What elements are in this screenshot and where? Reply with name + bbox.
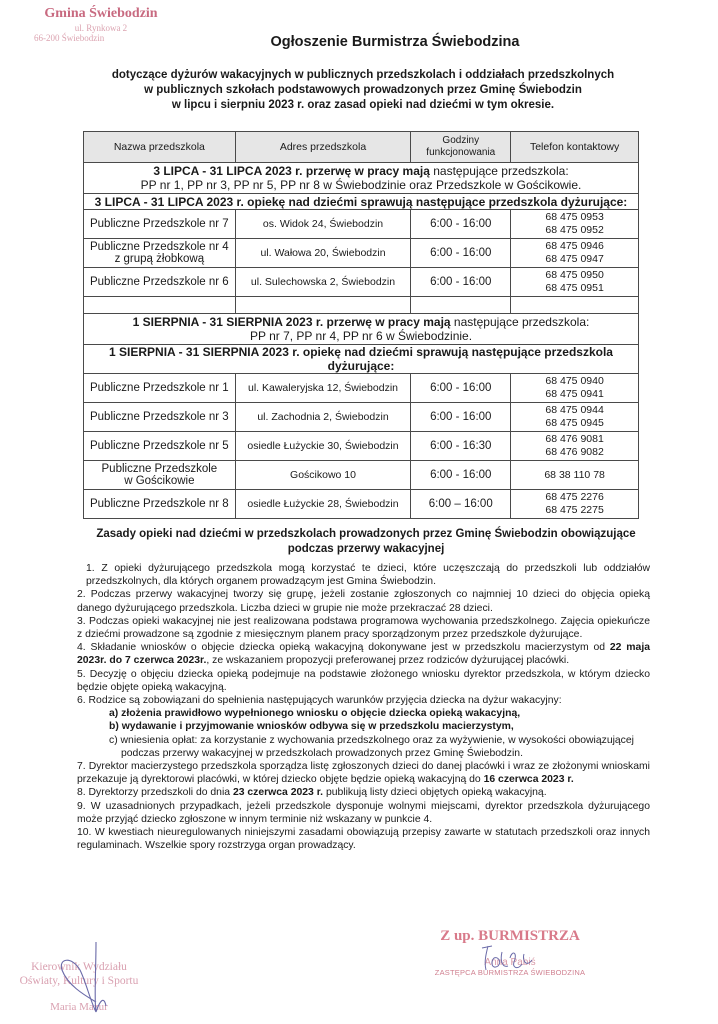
rule-7-date: 16 czerwca 2023 r. <box>483 774 574 786</box>
preschool-address: os. Widok 24, Świebodzin <box>235 210 411 239</box>
header-address: Adres przedszkola <box>235 132 411 163</box>
rule-3: 3. Podczas opieki wakacyjnej nie jest realizowana podstawa programowa wychowania przedszkolnego. Zajęcia opiekuńcze z dziećmi prowadzone są zgodnie z miesięcznym planem pracy sporządzonym przez przedszkole dyżurujące. <box>77 615 650 641</box>
table-row <box>84 490 639 519</box>
subtitle-line-2: w publicznych szkołach podstawowych prowadzonych przez Gminę Świebodzin <box>144 84 582 96</box>
preschool-address: ul. Kawaleryjska 12, Świebodzin <box>235 374 411 403</box>
rules-title <box>0 527 718 557</box>
preschool-name <box>84 239 236 268</box>
rule-6a: a) złożenia prawidłowo wypełnionego wniosku o objęcie dziecka opieką wakacyjną, <box>109 708 521 720</box>
preschool-hours: 6:00 - 16:00 <box>411 403 511 432</box>
preschool-name-line-1: Publiczne Przedszkole nr 4 <box>89 241 229 253</box>
phone-1: 68 475 0940 <box>545 375 604 387</box>
table-row <box>84 403 639 432</box>
rule-6b: b) wydawanie i przyjmowanie wniosków odbywa się w przedszkolu macierzystym, <box>109 721 514 733</box>
table-row <box>84 268 639 297</box>
handwritten-signature-icon <box>478 940 538 976</box>
preschool-hours: 6:00 - 16:00 <box>411 461 511 490</box>
preschool-address: Gościkowo 10 <box>235 461 411 490</box>
phone-2: 68 475 0947 <box>545 253 604 265</box>
august-duty-heading <box>84 345 639 374</box>
header-hours <box>411 132 511 163</box>
stamp-line-3: 66-200 Świebodzin <box>34 33 105 43</box>
rule-5: 5. Decyzję o objęciu dziecka opieką podejmuje na podstawie złożonego wniosku dyrektor przedszkola, w którym dziecko będzie objęte opieką wakacyjną. <box>77 668 650 693</box>
preschool-hours: 6:00 - 16:00 <box>411 268 511 297</box>
phone-2: 68 476 9082 <box>545 446 604 458</box>
table-row <box>84 374 639 403</box>
preschool-phone <box>511 210 639 239</box>
empty-row <box>84 297 639 314</box>
preschool-name: Publiczne Przedszkole nr 3 <box>84 403 236 432</box>
preschool-address: ul. Zachodnia 2, Świebodzin <box>235 403 411 432</box>
table-row <box>84 239 639 268</box>
july-closed-notice <box>84 163 639 194</box>
preschool-name <box>84 461 236 490</box>
header-hours-line-1: Godziny <box>442 135 480 146</box>
preschool-name: Publiczne Przedszkole nr 7 <box>84 210 236 239</box>
preschool-hours: 6:00 – 16:00 <box>411 490 511 519</box>
phone-1: 68 475 0950 <box>545 269 604 281</box>
phone-1: 68 475 0953 <box>545 211 604 223</box>
rule-8-date: 23 czerwca 2023 r. <box>232 787 324 799</box>
preschool-name-line-2: w Gościkowie <box>124 475 195 487</box>
rule-9: 9. W uzasadnionych przypadkach, jeżeli przedszkole dysponuje wolnymi miejscami, dyrektor przedszkola dyżurującego może przyjąć dziecko zgłoszone w innym terminie niż wskazany w punkcie 4. <box>77 800 650 825</box>
header-hours-line-2: funkcjonowania <box>426 147 496 158</box>
preschool-phone <box>511 239 639 268</box>
on-behalf-label: Z up. BURMISTRZA <box>440 928 580 944</box>
august-closed-rest: następujące przedszkola: <box>450 315 590 329</box>
august-duty-heading-text: 1 SIERPNIA - 31 SIERPNIA 2023 r. opiekę nad dziećmi sprawują następujące przedszkola dyżurujące: <box>84 345 639 374</box>
rule-6c-cont: podczas przerwy wakacyjnej w przedszkolach prowadzonych przez Gminę Świebodzin. <box>121 747 523 759</box>
department-head-name: Maria Mazur <box>50 1001 108 1013</box>
subtitle-line-1: dotyczące dyżurów wakacyjnych w publicznych przedszkolach i oddziałach przedszkolnych <box>111 69 615 81</box>
phone-2: 68 475 2275 <box>545 504 604 516</box>
rule-6: 6. Rodzice są zobowiązani do spełnienia następujących warunków przyjęcia dziecka na dyżur wakacyjny: <box>77 695 562 707</box>
department-line-1: Kierownik Wydziału <box>31 961 127 973</box>
phone-2: 68 475 0951 <box>545 282 604 294</box>
table-row <box>84 210 639 239</box>
july-closed-rest: następujące przedszkola: <box>429 164 569 178</box>
rules-list <box>77 562 650 852</box>
preschool-address: ul. Sulechowska 2, Świebodzin <box>235 268 411 297</box>
august-closed-bold: 1 SIERPNIA - 31 SIERPNIA 2023 r. przerwę w pracy mają <box>132 315 451 329</box>
stamp-line-2: ul. Rynkowa 2 <box>74 23 128 33</box>
page-title: Ogłoszenie Burmistrza Świebodzina <box>270 34 520 50</box>
subtitle-line-3: w lipcu i sierpniu 2023 r. oraz zasad opieki nad dziećmi w tym okresie. <box>171 99 555 111</box>
table-row <box>84 461 639 490</box>
header-phone: Telefon kontaktowy <box>511 132 639 163</box>
preschool-phone <box>511 268 639 297</box>
signer-role: ZASTĘPCA BURMISTRZA ŚWIEBODZINA <box>434 968 586 977</box>
rule-7: 7. Dyrektor macierzystego przedszkola sporządza listę zgłoszonych dzieci do danej placówki i wraz ze złożonymi wnioskami przekazuje ją dyrektorowi placówki, w której dziecko objęte będzie opieką wakacyjną do 16 czerwca 2023 r. <box>77 761 650 786</box>
phone-1: 68 475 2276 <box>545 491 604 503</box>
phone-1: 68 475 0944 <box>545 404 604 416</box>
rule-8: 8. Dyrektorzy przedszkoli do dnia 23 czerwca 2023 r. publikują listy dzieci objętych opieką wakacyjną. <box>77 787 547 799</box>
table-header-row <box>84 132 639 163</box>
preschool-name: Publiczne Przedszkole nr 6 <box>84 268 236 297</box>
july-closed-bold: 3 LIPCA - 31 LIPCA 2023 r. przerwę w pracy mają <box>153 164 430 178</box>
phone-2: 68 475 0952 <box>545 224 604 236</box>
rule-4-dates: 22 maja 2023r. do 7 czerwca 2023r. <box>77 642 650 667</box>
signer-name: Anna Pabiś <box>484 957 536 968</box>
phone-1: 68 475 0946 <box>545 240 604 252</box>
rules-title-line-1: Zasady opieki nad dziećmi w przedszkolach prowadzonych przez Gminę Świebodzin obowiązujące <box>96 528 636 540</box>
stamp-line-1: Gmina Świebodzin <box>44 6 158 21</box>
preschool-name-line-1: Publiczne Przedszkole <box>101 463 218 475</box>
header-name: Nazwa przedszkola <box>84 132 236 163</box>
rule-2: 2. Podczas przerwy wakacyjnej tworzy się grupę, jeżeli zostanie zgłoszonych co najmniej 10 dzieci do objęcia opieką danego dyżurującego przedszkola. Liczba dzieci w grupie nie może przekraczać 28 dzieci. <box>77 589 650 614</box>
preschool-name: Publiczne Przedszkole nr 8 <box>84 490 236 519</box>
preschool-address: ul. Wałowa 20, Świebodzin <box>235 239 411 268</box>
preschool-phone <box>511 403 639 432</box>
phone-2: 68 475 0941 <box>545 388 604 400</box>
phone-2: 68 475 0945 <box>545 417 604 429</box>
july-closed-list: PP nr 1, PP nr 3, PP nr 5, PP nr 8 w Świebodzinie oraz Przedszkole w Gościkowie. <box>140 178 582 192</box>
handwritten-signature-icon <box>50 940 120 1020</box>
august-closed-list: PP nr 7, PP nr 4, PP nr 6 w Świebodzinie. <box>249 329 473 343</box>
preschool-phone <box>511 490 639 519</box>
preschool-hours: 6:00 - 16:00 <box>411 239 511 268</box>
preschool-name: Publiczne Przedszkole nr 5 <box>84 432 236 461</box>
rule-4: 4. Składanie wniosków o objęcie dziecka opieką wakacyjną dokonywane jest w przedszkolu macierzystym od 22 maja 2023r. do 7 czerwca 2023r., ze wskazaniem propozycji preferowanej przez rodziców dyżurującej placówki. <box>77 642 650 667</box>
preschool-address: osiedle Łużyckie 30, Świebodzin <box>235 432 411 461</box>
table-row <box>84 432 639 461</box>
july-duty-heading <box>84 194 639 210</box>
july-duty-heading-text: 3 LIPCA - 31 LIPCA 2023 r. opiekę nad dziećmi sprawują następujące przedszkola dyżurujące: <box>84 194 639 210</box>
rules-title-line-2: podczas przerwy wakacyjnej <box>287 543 445 555</box>
phone-1: 68 476 9081 <box>545 433 604 445</box>
preschool-address: osiedle Łużyckie 28, Świebodzin <box>235 490 411 519</box>
department-line-2: Oświaty, Kultury i Sportu <box>19 975 139 987</box>
rule-1: 1. Z opieki dyżurującego przedszkola mogą korzystać te dzieci, które uczęszczają do przedszkoli lub oddziałów przedszkolnych, dla których organem prowadzącym jest Gmina Świebodzin. <box>86 563 650 588</box>
rule-10: 10. W kwestiach nieuregulowanych niniejszymi zasadami obowiązują przepisy zawarte w statutach przedszkoli oraz innych regulaminach. Wszelkie spory rozstrzyga organ prowadzący. <box>77 827 650 852</box>
august-closed-notice <box>84 314 639 345</box>
preschool-phone <box>511 374 639 403</box>
duty-schedule-table <box>83 131 639 519</box>
subtitle <box>0 68 718 113</box>
preschool-hours: 6:00 - 16:00 <box>411 210 511 239</box>
preschool-phone <box>511 432 639 461</box>
preschool-name: Publiczne Przedszkole nr 1 <box>84 374 236 403</box>
preschool-name-line-2: z grupą żłobkową <box>114 253 205 265</box>
preschool-hours: 6:00 - 16:30 <box>411 432 511 461</box>
rule-6c: c) wniesienia opłat: za korzystanie z wychowania przedszkolnego oraz za wyżywienie, w wysokości obowiązującej <box>109 734 634 746</box>
preschool-hours: 6:00 - 16:00 <box>411 374 511 403</box>
preschool-phone: 68 38 110 78 <box>511 461 639 490</box>
